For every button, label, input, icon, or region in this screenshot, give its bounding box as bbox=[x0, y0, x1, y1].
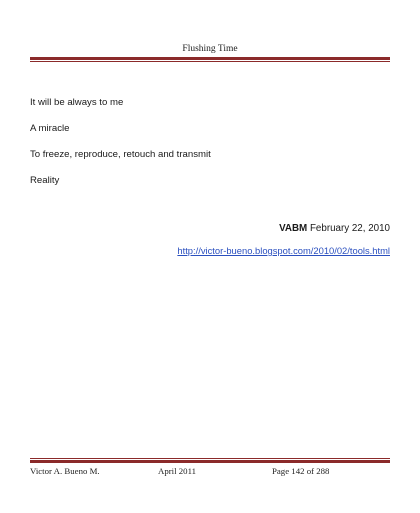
signature-initials: VABM bbox=[279, 223, 308, 234]
body-line-3: To freeze, reproduce, retouch and transmit bbox=[30, 149, 211, 160]
signature-date: February 22, 2010 bbox=[309, 223, 390, 234]
body-line-1: It will be always to me bbox=[30, 97, 124, 108]
header-title: Flushing Time bbox=[182, 44, 238, 54]
body-line-2: A miracle bbox=[30, 123, 70, 134]
blog-link[interactable]: http://victor-bueno.blogspot.com/2010/02/tools.html bbox=[177, 245, 390, 256]
footer-page-number: Page 142 of 288 bbox=[272, 466, 330, 476]
signature bbox=[279, 223, 390, 234]
footer-rule bbox=[30, 458, 390, 463]
header-rule bbox=[30, 57, 390, 62]
footer-date: April 2011 bbox=[158, 466, 197, 476]
footer-author: Victor A. Bueno M. bbox=[30, 466, 100, 476]
body-line-4: Reality bbox=[30, 175, 60, 186]
